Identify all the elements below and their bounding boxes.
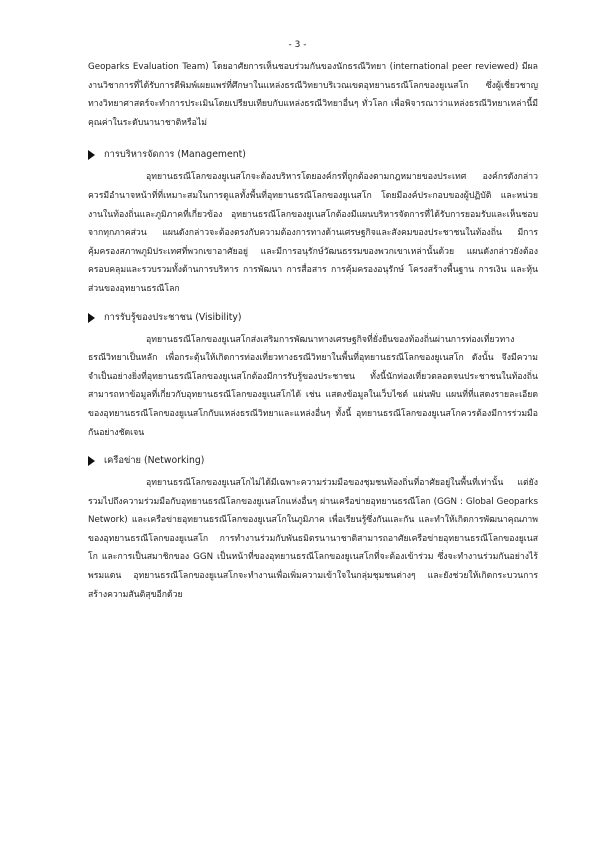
page-number: - 3 -	[288, 40, 307, 50]
document-body	[88, 58, 538, 604]
section-heading-management	[88, 146, 538, 164]
section-title: เครือข่าย (Networking)	[104, 455, 205, 467]
section-title: การบริหารจัดการ (Management)	[104, 149, 246, 161]
networking-paragraph: อุทยานธรณีโลกของยูเนสโกไม่ได้มีเฉพาะความร่วมมือของชุมชนท้องถิ่นที่อาศัยอยู่ในพื้นที่เท่านั้น แต่ยังรวมไปถึงความร่วมมือกับอุทยานธรณีโลกของยูเนสโกแห่งอื่นๆ ผ่านเครือข่ายอุทยานธรณีโลก (GGN : Global Geoparks Network) และเครือข่ายอุทยานธรณีโลกของยูเนสโกในภูมิภาค เพื่อเรียนรู้ซึ่งกันและกัน และทำให้เกิดการพัฒนาคุณภาพของอุทยานธรณีโลกของยูเนสโก การทำงานร่วมกับพันธมิตรนานาชาติสามารถอาศัยเครือข่ายอุทยานธรณีโลกของยูเนสโก และการเป็นสมาชิกของ GGN เป็นหน้าที่ของอุทยานธรณีโลกของยูเนสโกที่จะต้องเข้าร่วม ซึ่งจะทำงานร่วมกันอย่างไร้พรมแดน อุทยานธรณีโลกของยูเนสโกจะทำงานเพื่อเพิ่มความเข้าใจในกลุ่มชุมชนต่างๆ และยังช่วยให้เกิดกระบวนการสร้างความสันติสุขอีกด้วย	[88, 478, 538, 600]
bullet-arrow-icon	[88, 456, 95, 466]
visibility-paragraph: อุทยานธรณีโลกของยูเนสโกส่งเสริมการพัฒนาทางเศรษฐกิจที่ยั่งยืนของท้องถิ่นผ่านการท่องเที่ยวทางธรณีวิทยาเป็นหลัก เพื่อกระตุ้นให้เกิดการท่องเที่ยวทางธรณีวิทยาในพื้นที่อุทยานธรณีโลกของยูเนสโก ดังนั้น จึงมีความจำเป็นอย่างยิ่งที่อุทยานธรณีโลกของยูเนสโกต้องมีการรับรู้ของประชาชน ทั้งนี้นักท่องเที่ยวตลอดจนประชาชนในท้องถิ่นสามารถหาข้อมูลที่เกี่ยวกับอุทยานธรณีโลกของยูเนสโกได้ เช่น แสดงข้อมูลในเว็บไซต์ แผ่นพับ แผนที่ที่แสดงรายละเอียดของอุทยานธรณีโลกของยูเนสโกกับแหล่งธรณีวิทยาและแหล่งอื่นๆ ทั้งนี้ อุทยานธรณีโลกของยูเนสโกควรต้องมีการร่วมมือกันอย่างชัดเจน	[88, 334, 538, 438]
bullet-arrow-icon	[88, 313, 95, 323]
intro-paragraph: Geoparks Evaluation Team) โดยอาศัยการเห็นชอบร่วมกันของนักธรณีวิทยา (international peer reviewed) มีผลงานวิชาการที่ได้รับการตีพิมพ์เผยแพร่ที่ศึกษาในแหล่งธรณีวิทยาบริเวณเขตอุทยานธรณีโลกของยูเนสโก ซึ่งผู้เชี่ยวชาญทางวิทยาศาสตร์จะทำการประเมินโดยเปรียบเทียบกับแหล่งธรณีวิทยาอื่นๆ ทั่วโลก เพื่อพิจารณาว่าแหล่งธรณีวิทยาเหล่านี้มีคุณค่าในระดับนานาชาติหรือไม่	[88, 62, 538, 128]
management-paragraph: อุทยานธรณีโลกของยูเนสโกจะต้องบริหารโดยองค์กรที่ถูกต้องตามกฎหมายของประเทศ องค์กรดังกล่าวควรมีอำนาจหน้าที่ที่เหมาะสมในการดูแลทั้งพื้นที่อุทยานธรณีโลกของยูเนสโก โดยมีองค์ประกอบของผู้ปฏิบัติ และหน่วยงานในท้องถิ่นและภูมิภาคที่เกี่ยวข้อง อุทยานธรณีโลกของยูเนสโกต้องมีแผนบริหารจัดการที่ได้รับการยอมรับและเห็นชอบจากทุกภาคส่วน แผนดังกล่าวจะต้องตรงกับความต้องการทางด้านเศรษฐกิจและสังคมของประชาชนในท้องถิ่น มีการคุ้มครองสภาพภูมิประเทศที่พวกเขาอาศัยอยู่ และมีการอนุรักษ์วัฒนธรรมของพวกเขาเหล่านั้นด้วย แผนดังกล่าวยังต้องครอบคลุมและรวบรวมทั้งด้านการบริหาร การพัฒนา การสื่อสาร การคุ้มครองอนุรักษ์ โครงสร้างพื้นฐาน การเงิน และหุ้นส่วนของอุทยานธรณีโลก	[88, 172, 538, 294]
section-title: การรับรู้ของประชาชน (Visibility)	[104, 311, 242, 323]
bullet-arrow-icon	[88, 150, 95, 160]
section-heading-networking	[88, 452, 538, 470]
section-heading-visibility	[88, 309, 538, 327]
